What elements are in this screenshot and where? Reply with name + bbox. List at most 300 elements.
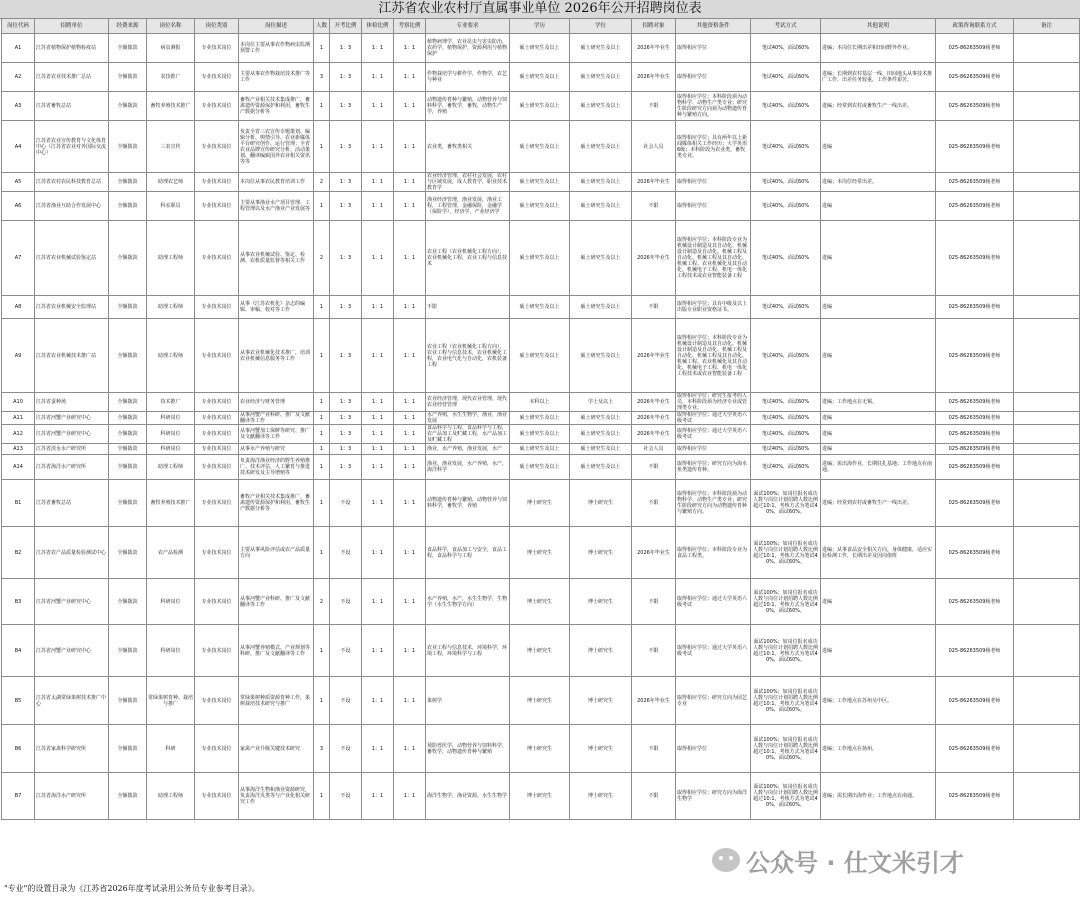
page-title: 江苏省农业农村厅直属事业单位 2026年公开招聘岗位表 [0,0,1080,19]
table-cell: 025-86263509杨老师 [936,319,1014,393]
table-cell: 江苏省渔业互助合作发展中心 [35,192,109,221]
table-cell: 博士研究生 [570,625,632,677]
table-cell: 2026年毕业生 [632,425,676,444]
table-cell: 取得相应学位；具有两年以上新闻媒体相关工作经历；大学英语6级；本科阶段为农业类，畜牧类专业。 [676,121,751,173]
table-cell: 全额拨款 [109,319,147,393]
table-cell: A4 [2,121,35,173]
table-cell: 面试100%；如岗位报名成功人数与岗位计划招聘人数比例超过10:1，考核方式为笔试40%，面试60%。 [751,677,821,725]
table-cell: 农业工程（农业机械化工程方向），农业机械化工程，农业工程与信息技术 [426,221,510,296]
table-cell: 1 [314,444,330,455]
table-cell: 从事《江苏农机化》杂志的编辑、审稿、校对等工作 [239,296,314,319]
table-row [2,625,1080,677]
table-cell: 2026年毕业生 [632,412,676,425]
table-cell: A11 [2,412,35,425]
table-cell: 全额拨款 [109,34,147,63]
table-cell: 江苏省植物保护植物检疫站 [35,34,109,63]
table-cell: 江苏省农产品质量检验测试中心 [35,527,109,579]
table-cell: 2 [314,579,330,625]
table-cell: 渔业，渔业发展，水产养殖，水产，海洋科学 [426,455,510,480]
table-cell: 科室职员 [147,192,195,221]
table-cell: 1：3 [330,221,362,296]
table-cell: 不限 [632,579,676,625]
column-header: 政策咨询联系方式 [936,19,1014,34]
table-cell: 全额拨款 [109,221,147,296]
table-cell: 农业工程（农业机械化工程方向），农业工程与信息技术，农业机械化工程，农业电气化与自动化，农机装备工程 [426,319,510,393]
column-header: 岗位描述 [239,19,314,34]
table-cell: A13 [2,444,35,455]
table-row [2,121,1080,173]
table-cell: 进编；需长期出海作业；工作地点在南通。 [821,773,936,820]
table-cell: 1：1 [362,677,394,725]
table-cell: 取得相应学位 [676,34,751,63]
table-cell: 面试100%；如岗位报名成功人数与岗位计划招聘人数比例超过10:1，考核方式为笔试40%，面试60%。 [751,773,821,820]
table-cell: 硕士研究生及以上 [570,221,632,296]
table-cell: 果树学 [426,677,510,725]
table-cell: 主要从事农作物栽培技术推广等工作 [239,63,314,92]
table-cell: 海洋生物学，渔业资源，水生生物学 [426,773,510,820]
table-cell: 食品科学与工程，食品科学与工程，农产品加工及贮藏工程，水产品加工及贮藏工程 [426,425,510,444]
table-cell: 025-86263509杨老师 [936,444,1014,455]
table-cell: 进编；经常到农村或畜牧生产一线出差。 [821,92,936,121]
table-cell: 专业技术岗位 [195,173,239,192]
table-cell: 江苏省河蟹产业研究中心 [35,412,109,425]
table-cell: 从事农业机械试验、鉴定、检测、农机质量监督等相关工作 [239,221,314,296]
table-cell: 不设 [330,480,362,527]
table-cell: 不设 [330,677,362,725]
column-header: 岗位代码 [2,19,35,34]
table-cell: 笔试40%，面试60% [751,444,821,455]
table-cell: 江苏省河蟹产业研究中心 [35,625,109,677]
column-header: 岗位名称 [147,19,195,34]
table-cell: 专业技术岗位 [195,192,239,221]
table-cell: 1：3 [330,425,362,444]
table-cell [1014,455,1080,480]
table-cell: 取得相应学位；通过大学英语六级考试 [676,625,751,677]
table-cell: 主要从事渔业水产项目管理、工程管理以及水产渔业产业发展等 [239,192,314,221]
table-cell: 畜牧产业相关技术集成推广，畜禽遗传资源保护和利用，畜牧生产数据分析等 [239,92,314,121]
table-cell: 江苏省海洋水产研究所 [35,455,109,480]
table-cell: 进编；经常到农村或畜牧生产一线出差。 [821,480,936,527]
table-cell: 3 [314,725,330,773]
table-cell: 进编；工作地点在苏州吴中区。 [821,677,936,725]
table-cell: 农业经济管理，现代农业管理，现代农业经营管理 [426,393,510,412]
table-cell: 从事河蟹加工保鲜等研究、推广及文献翻译等工作 [239,425,314,444]
table-cell: B4 [2,625,35,677]
table-cell: 1：1 [362,480,394,527]
table-cell: 硕士研究生及以上 [510,444,570,455]
column-header: 人数 [314,19,330,34]
table-cell: 博士研究生 [510,527,570,579]
table-cell: 取得相应学位；研究方向为海洋生物学 [676,773,751,820]
table-cell: 专业技术岗位 [195,725,239,773]
table-cell: 全额拨款 [109,455,147,480]
table-cell: 硕士研究生及以上 [510,455,570,480]
table-cell: 面试100%；如岗位报名成功人数与岗位计划招聘人数比例超过10:1，考核方式为笔试40%，面试60%。 [751,527,821,579]
table-cell: 硕士研究生及以上 [570,444,632,455]
table-cell: 1：1 [362,412,394,425]
table-row [2,480,1080,527]
table-row [2,63,1080,92]
table-cell: 025-86263509杨老师 [936,393,1014,412]
table-cell: 025-86263509杨老师 [936,63,1014,92]
table-cell: 1 [314,412,330,425]
table-cell: 科研岗位 [147,579,195,625]
table-cell: 全额拨款 [109,296,147,319]
table-cell: 硕士研究生及以上 [510,34,570,63]
table-cell [1014,677,1080,725]
table-cell: 学士及以上 [570,393,632,412]
table-cell: 全额拨款 [109,425,147,444]
table-cell: 1：1 [394,579,426,625]
table-cell: 1：3 [330,173,362,192]
table-cell: A5 [2,173,35,192]
table-cell: 1：1 [394,319,426,393]
table-cell: 不限 [632,192,676,221]
table-cell: 不限 [426,296,510,319]
table-cell: 江苏省农业机械安全监理站 [35,296,109,319]
table-cell: 全额拨款 [109,725,147,773]
column-header: 开考比例 [330,19,362,34]
table-cell [1014,173,1080,192]
table-cell: 负责海洋渔业经济的野生养殖推广、技术评估，人工繁育与推进技术研发及主导增殖等 [239,455,314,480]
table-cell: 硕士研究生及以上 [570,121,632,173]
table-cell: 专业技术岗位 [195,444,239,455]
table-cell: 1：1 [362,319,394,393]
table-cell: 畜牧养殖技术推广 [147,480,195,527]
table-cell: 1：1 [362,34,394,63]
table-cell: 1：1 [394,393,426,412]
table-cell: 畜牧产业相关技术集成推广，畜禽遗传资源保护和利用，畜牧生产数据分析等 [239,480,314,527]
table-cell: 1：1 [394,725,426,773]
table-cell: 进编；本岗位长期出差和田间野外作业。 [821,34,936,63]
table-row [2,221,1080,296]
table-cell: 科研岗位 [147,444,195,455]
table-header-row [2,19,1080,34]
table-cell: 1：1 [394,527,426,579]
table-cell: 3 [314,63,330,92]
table-cell: 进编；需出海作业，长期驻扎基地；工作地点在南通。 [821,455,936,480]
table-cell: 硕士研究生及以上 [570,173,632,192]
table-cell: 渔业，水产养殖，渔业发展，水产 [426,444,510,455]
table-cell [1014,579,1080,625]
table-cell: 2026年毕业生 [632,63,676,92]
table-cell: 进编；本岗位经常出差。 [821,173,936,192]
table-cell: 1 [314,393,330,412]
table-cell: 江苏省畜牧总站 [35,480,109,527]
table-cell: 2026年毕业生 [632,173,676,192]
table-cell: 从事河蟹养殖模式、产业规划等科研、推广及文献翻译等工作 [239,625,314,677]
table-cell: 社会人员 [632,444,676,455]
table-row [2,725,1080,773]
table-cell: 全额拨款 [109,412,147,425]
table-cell: 1：1 [362,173,394,192]
table-cell: 硕士研究生及以上 [570,34,632,63]
table-cell: 笔试40%，面试60% [751,192,821,221]
table-cell: 笔试40%，面试60% [751,455,821,480]
table-cell: 专业技术岗位 [195,34,239,63]
table-cell: 硕士研究生及以上 [510,192,570,221]
table-cell: 全额拨款 [109,480,147,527]
column-header: 岗位类别 [195,19,239,34]
table-cell: 025-86263509杨老师 [936,677,1014,725]
table-cell: 进编 [821,192,936,221]
table-cell: 专业技术岗位 [195,92,239,121]
table-cell: 025-86263509杨老师 [936,425,1014,444]
table-cell: 1：1 [362,527,394,579]
table-cell: 025-86263509杨老师 [936,527,1014,579]
table-cell [1014,425,1080,444]
table-cell: 1 [314,121,330,173]
table-cell: 进编；从事食品安全相关方向，身体健康，适应实验检测工作，长期出差及因岗值班 [821,527,936,579]
table-row [2,455,1080,480]
table-cell: 1：1 [394,425,426,444]
table-row [2,773,1080,820]
table-row [2,527,1080,579]
table-cell: 1：1 [362,725,394,773]
table-cell: 渔业经济管理，渔业发展，渔业工程，工程管理，金融保险，金融学（保险学），经济学，产业经济学 [426,192,510,221]
table-cell: 1：3 [330,296,362,319]
table-cell: 面试100%；如岗位报名成功人数与岗位计划招聘人数比例超过10:1，考核方式为笔试40%，面试60%。 [751,579,821,625]
table-cell: 江苏省农业机械技术推广站 [35,319,109,393]
table-cell: 1：1 [394,173,426,192]
table-cell: 1：1 [394,296,426,319]
watermark [712,842,1072,878]
table-cell: 农业工程与信息技术，环境科学，环境工程，环境科学与工程 [426,625,510,677]
table-row [2,34,1080,63]
table-cell: 江苏省农业宣传教育与文化体育中心（江苏省农业对外国际交流中心） [35,121,109,173]
table-cell: 不设 [330,773,362,820]
table-cell: 水产养殖，水生生物学，渔业，渔业发展 [426,412,510,425]
table-cell: 农业经济管理，农村社会发展，农村与区域发展，成人教育学，职业技术教育学 [426,173,510,192]
table-cell: 进编 [821,121,936,173]
table-cell [1014,319,1080,393]
table-cell: 病虫测报 [147,34,195,63]
table-cell: 农产品检测 [147,527,195,579]
wechat-icon [712,848,740,872]
table-cell: 负责全省三农宣传专题策划、编辑分析、舆情引导、农业新媒体平台研究创作、运行管理；全省农业品牌宣传研究分析、活动策划、翻译编辑国外农业相关资讯等等 [239,121,314,173]
table-cell: 2026年毕业生 [632,393,676,412]
table-cell: 1：1 [394,480,426,527]
table-cell: 全额拨款 [109,579,147,625]
table-cell: A9 [2,319,35,393]
table-cell: 专业技术岗位 [195,296,239,319]
table-cell: 025-86263509杨老师 [936,173,1014,192]
table-cell: 农业经济与财务管理 [239,393,314,412]
table-cell [1014,121,1080,173]
table-cell: 取得相应学位 [676,173,751,192]
column-header: 其他说明 [821,19,936,34]
table-cell: 面试100%；如岗位报名成功人数与岗位计划招聘人数比例超过10:1，考核方式为笔试40%，面试60%。 [751,480,821,527]
table-cell: 025-86263509杨老师 [936,480,1014,527]
table-cell: 主要从事风险评估或农产品质量方向 [239,527,314,579]
table-cell: 1 [314,527,330,579]
table-cell: 1：3 [330,34,362,63]
table-row [2,296,1080,319]
table-cell: 江苏省农业技术推广总站 [35,63,109,92]
table-cell: 1 [314,480,330,527]
table-cell: 取得相应学位；研究方向为园艺专业 [676,677,751,725]
table-cell: 农业类，畜牧类相关 [426,121,510,173]
table-cell: 硕士研究生及以上 [570,192,632,221]
table-cell: 不限 [632,773,676,820]
table-cell: 1：1 [394,92,426,121]
table-cell: 1：1 [394,625,426,677]
table-cell: 不限 [632,455,676,480]
job-table [1,18,1080,820]
table-cell: 取得相应学位 [676,63,751,92]
table-cell: 全额拨款 [109,121,147,173]
table-cell: 面试100%；如岗位报名成功人数与岗位计划招聘人数比例超过10:1，考核方式为笔试40%，面试60%。 [751,625,821,677]
table-cell: 1：1 [362,773,394,820]
table-cell: 全额拨款 [109,625,147,677]
table-cell: 农技推广 [147,63,195,92]
table-cell: 笔试40%，面试60% [751,34,821,63]
table-cell: 取得相应学位 [676,725,751,773]
table-row [2,425,1080,444]
table-cell: 动物遗传育种与繁殖，动物营养与饲料科学，畜牧学，养殖 [426,480,510,527]
table-cell: 取得相应学位；研究生报考的人员，本科阶段须为经济专业或管理类专业。 [676,393,751,412]
table-cell: B5 [2,677,35,725]
table-cell [1014,625,1080,677]
table-cell: 2026年毕业生 [632,34,676,63]
table-cell [1014,480,1080,527]
table-row [2,92,1080,121]
table-cell: A1 [2,34,35,63]
table-cell: 025-86263509杨老师 [936,92,1014,121]
table-cell: 进编 [821,425,936,444]
table-cell [1014,192,1080,221]
table-cell: 科研岗位 [147,425,195,444]
table-cell: 笔试40%，面试60% [751,319,821,393]
table-cell: B7 [2,773,35,820]
table-cell: 1：3 [330,444,362,455]
table-cell: 硕士研究生及以上 [570,455,632,480]
table-cell: 科研岗位 [147,412,195,425]
table-cell: 硕士研究生及以上 [570,63,632,92]
table-cell: 专业技术岗位 [195,527,239,579]
table-cell: 江苏省淡水水产研究所 [35,444,109,455]
table-cell: 畜牧养殖技术推广 [147,92,195,121]
table-cell: 博士研究生 [570,579,632,625]
table-cell [1014,725,1080,773]
table-cell: 1：1 [362,221,394,296]
table-cell: 取得相应学位；通过大学英语六级考试 [676,579,751,625]
table-cell: A8 [2,296,35,319]
table-cell: 助理工程师 [147,319,195,393]
table-cell: 1 [314,319,330,393]
table-cell: 助理工程师 [147,221,195,296]
table-cell: 全额拨款 [109,444,147,455]
table-cell: 进编；工作地点在扬州。 [821,725,936,773]
table-cell: 1：1 [394,192,426,221]
table-cell: 博士研究生 [510,480,570,527]
table-cell: 1：3 [330,121,362,173]
table-cell [1014,773,1080,820]
table-cell: 全额拨款 [109,192,147,221]
table-cell: 2026年毕业生 [632,319,676,393]
table-cell: 025-86263509杨老师 [936,412,1014,425]
table-cell: 025-86263509杨老师 [936,455,1014,480]
table-cell: 江苏省太湖常绿果树技术推广中心 [35,677,109,725]
table-row [2,173,1080,192]
table-cell: 不设 [330,625,362,677]
table-cell: 全额拨款 [109,173,147,192]
table-cell: 从事海洋生物和渔业资源研究，负责海洋贝类等与产业化相关研究工作 [239,773,314,820]
table-cell: 植物病理学，农业昆虫与害虫防治，农药学，植物保护，资源利用与植物保护 [426,34,510,63]
table-cell: 硕士研究生及以上 [510,121,570,173]
table-cell [1014,92,1080,121]
table-cell: 专业技术岗位 [195,579,239,625]
table-cell: 江苏省河蟹产业研究中心 [35,579,109,625]
table-cell: 1：3 [330,455,362,480]
table-cell: 动物遗传育种与繁殖，动物营养与饲料科学，畜牧学，畜牧，动物生产学，养殖 [426,92,510,121]
table-cell [1014,444,1080,455]
column-header: 招聘对象 [632,19,676,34]
table-cell: 专业技术岗位 [195,455,239,480]
table-cell: 常绿果树种质资源育种工作，果树栽培技术研究与推广 [239,677,314,725]
table-cell: 025-86263509杨老师 [936,296,1014,319]
table-row [2,579,1080,625]
table-cell: 1：1 [394,221,426,296]
table-cell: 博士研究生 [510,773,570,820]
table-cell: 科研 [147,725,195,773]
table-cell: 全额拨款 [109,773,147,820]
table-cell: 社会人员 [632,121,676,173]
table-cell: 博士研究生 [570,677,632,725]
table-cell: 面试100%；如岗位报名成功人数与岗位计划招聘人数比例超过10:1，考核方式为笔试40%，面试60%。 [751,725,821,773]
table-cell: 博士研究生 [570,773,632,820]
table-cell: 进编 [821,412,936,425]
table-cell: 硕士研究生及以上 [510,221,570,296]
table-cell: 硕士研究生及以上 [570,296,632,319]
table-cell: 取得相应学位；通过大学英语六级考试 [676,412,751,425]
table-cell: 硕士研究生及以上 [510,296,570,319]
table-cell: 1：1 [362,579,394,625]
table-cell: 专业技术岗位 [195,773,239,820]
table-cell: 1 [314,34,330,63]
table-cell: 三农宣传 [147,121,195,173]
table-cell: 笔试40%，面试60% [751,92,821,121]
table-cell: 1 [314,677,330,725]
table-cell: 不限 [632,480,676,527]
table-cell: 专业技术岗位 [195,393,239,412]
table-cell: 江苏省蚕种场 [35,393,109,412]
table-cell: 1：3 [330,319,362,393]
table-cell [1014,221,1080,296]
table-cell: 助理工程师 [147,296,195,319]
table-cell: 硕士研究生及以上 [570,92,632,121]
table-cell: 笔试40%，面试60% [751,121,821,173]
table-cell: 从事水产养殖与研究 [239,444,314,455]
table-cell: 1：1 [362,92,394,121]
column-header: 备注 [1014,19,1080,34]
table-cell: 不设 [330,579,362,625]
table-cell: 笔试40%，面试60% [751,393,821,412]
table-cell: 2 [314,173,330,192]
table-cell: 1 [314,192,330,221]
column-header: 考察比例 [394,19,426,34]
table-cell [1014,393,1080,412]
table-cell: 1：1 [394,773,426,820]
table-cell: 取得相应学位 [676,192,751,221]
table-cell: 进编；工作地点在无锡。 [821,393,936,412]
table-cell: A14 [2,455,35,480]
table-cell: A10 [2,393,35,412]
column-header: 经费来源 [109,19,147,34]
table-cell: 专业技术岗位 [195,480,239,527]
column-header: 考试方式 [751,19,821,34]
column-header: 其他资格条件 [676,19,751,34]
